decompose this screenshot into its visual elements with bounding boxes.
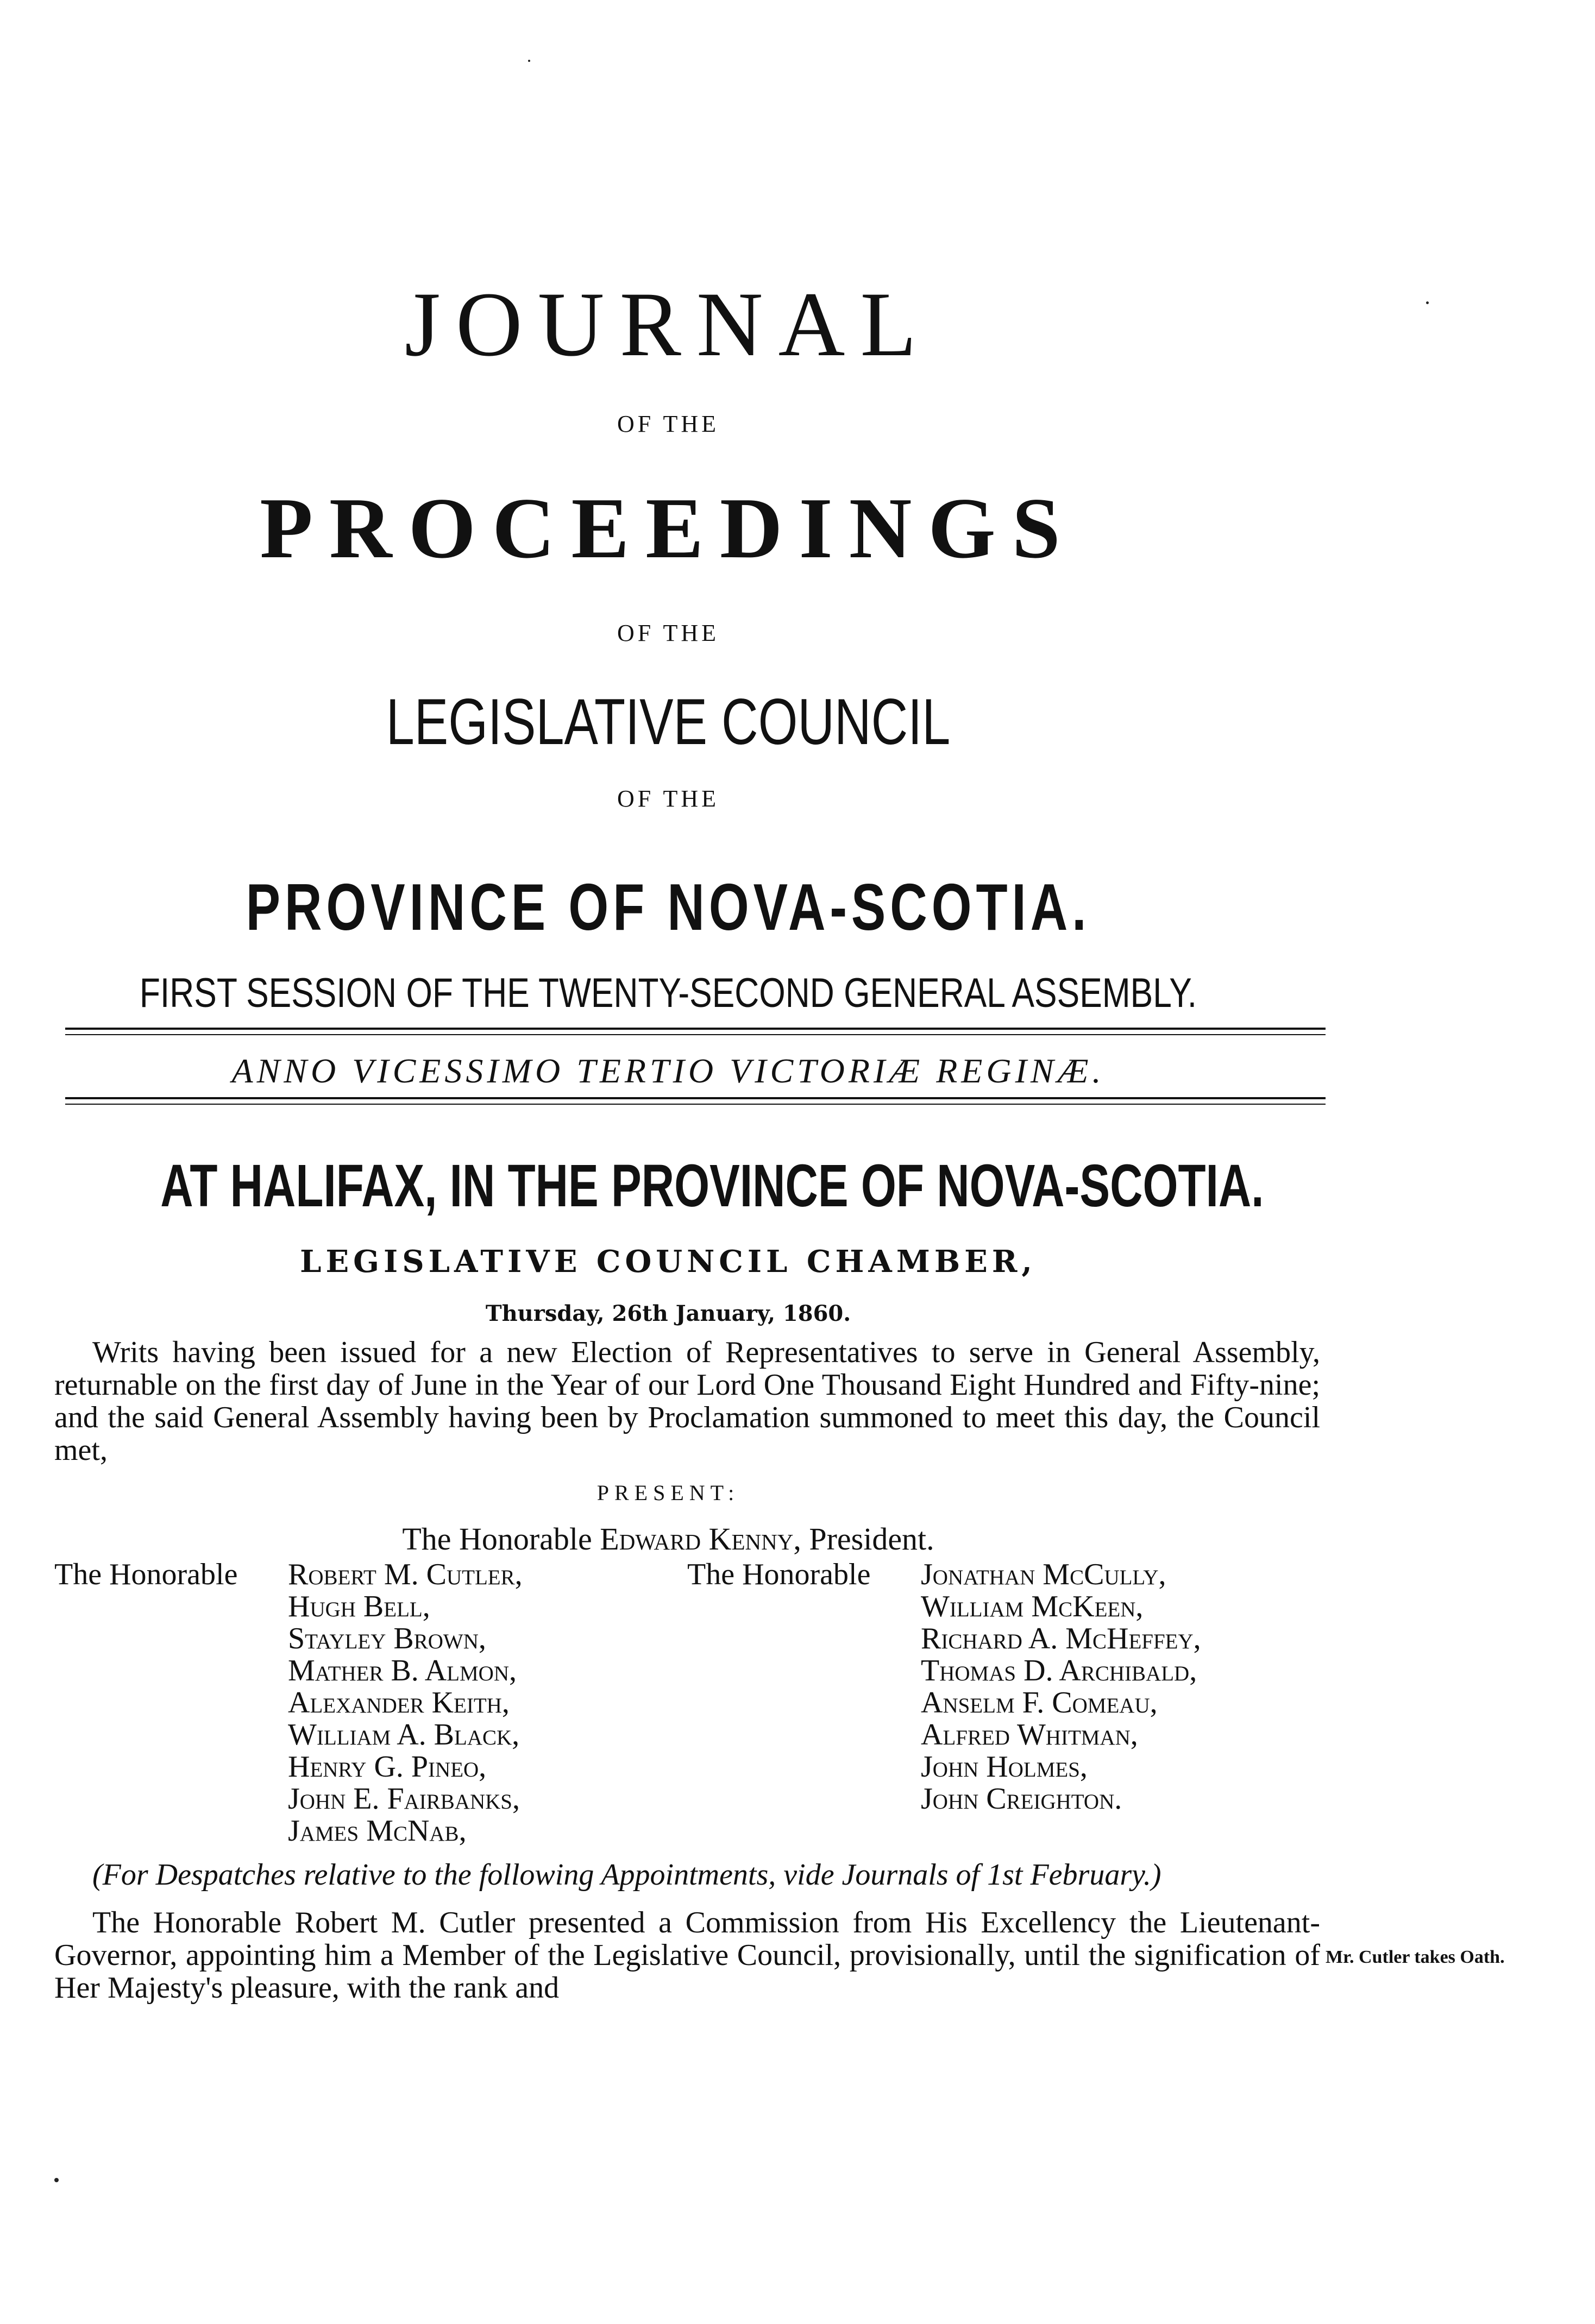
member-name: Thomas D. Archibald, [921,1654,1197,1687]
members-left-column [54,1558,523,1848]
speck-mark [528,60,530,62]
honorable-right: The Honorable [687,1558,871,1591]
title-legislative-council: LEGISLATIVE COUNCIL [386,685,951,758]
rule-bottom-2 [65,1104,1326,1105]
of-the-2: OF THE [617,620,719,646]
opening-paragraph-text: Writs having been issued for a new Election of Representatives to serve in General Assembly, returnable on the first day of June in the Year of our Lord One Thousand Eight Hundred and Fifty-nine; and the said General Assembly having been by Proclamation summoned to meet this day, the Council met, [54,1336,1320,1467]
rule-bottom-1 [65,1097,1326,1099]
member-name: James McNab, [288,1814,467,1848]
rule-top-2 [65,1034,1326,1035]
title-proceedings: PROCEEDINGS [260,480,1077,576]
despatches-note: (For Despatches relative to the following Appointments, vide Journals of 1st February.) [92,1858,1161,1892]
location-heading: AT HALIFAX, IN THE PROVINCE OF NOVA-SCOTIA. [160,1152,1264,1219]
president-prefix: The Honorable [402,1521,592,1557]
member-name: Anselm F. Comeau, [921,1686,1158,1720]
member-name: John Holmes, [921,1750,1088,1784]
session-line: FIRST SESSION OF THE TWENTY-SECOND GENERAL ASSEMBLY. [139,970,1197,1016]
member-name: William McKeen, [921,1590,1144,1623]
members-right-column [687,1558,1201,1816]
member-name: Stayley Brown, [288,1622,486,1655]
honorable-left: The Honorable [54,1558,238,1591]
speck-mark [54,2178,59,2182]
member-name: Alexander Keith, [288,1686,510,1720]
of-the-1: OF THE [617,411,719,437]
commission-paragraph [54,1906,1320,2004]
president-suffix: , President. [793,1521,934,1557]
present-label: PRESENT: [596,1481,740,1505]
commission-paragraph-text: The Honorable Robert M. Cutler presented a Commission from His Excellency the Lieutenant-Governor, appointing him a Member of the Legislative Council, provisionally, until the signification of Her Majesty's pleasure, with the rank and [54,1906,1320,2005]
president-line [0,1521,1336,1557]
member-name: Robert M. Cutler, [288,1558,523,1591]
member-name: Hugh Bell, [288,1590,430,1623]
speck-mark [1426,301,1429,304]
member-name: Mather B. Almon, [288,1654,517,1687]
members-right-list [921,1559,1201,1815]
rule-top-1 [65,1028,1326,1030]
member-name: Henry G. Pineo, [288,1750,487,1784]
member-name: Richard A. McHeffey, [921,1622,1201,1655]
member-name: Alfred Whitman, [921,1718,1138,1752]
member-name: John Creighton. [921,1782,1122,1816]
opening-paragraph [54,1336,1320,1466]
member-name: William A. Black, [288,1718,520,1752]
margin-note: Mr. Cutler takes Oath. [1326,1947,1505,1967]
member-name: John E. Fairbanks, [288,1782,520,1816]
title-journal: JOURNAL [404,273,932,375]
members-left-list [288,1559,523,1847]
anno-line: ANNO VICESSIMO TERTIO VICTORIÆ REGINÆ. [231,1051,1105,1090]
of-the-3: OF THE [617,785,719,812]
title-province: PROVINCE OF NOVA-SCOTIA. [246,870,1091,944]
member-name: Jonathan McCully, [921,1558,1166,1591]
president-name: Edward Kenny [600,1521,794,1557]
chamber-heading: LEGISLATIVE COUNCIL CHAMBER, [300,1244,1037,1280]
session-date: Thursday, 26th January, 1860. [485,1301,851,1326]
